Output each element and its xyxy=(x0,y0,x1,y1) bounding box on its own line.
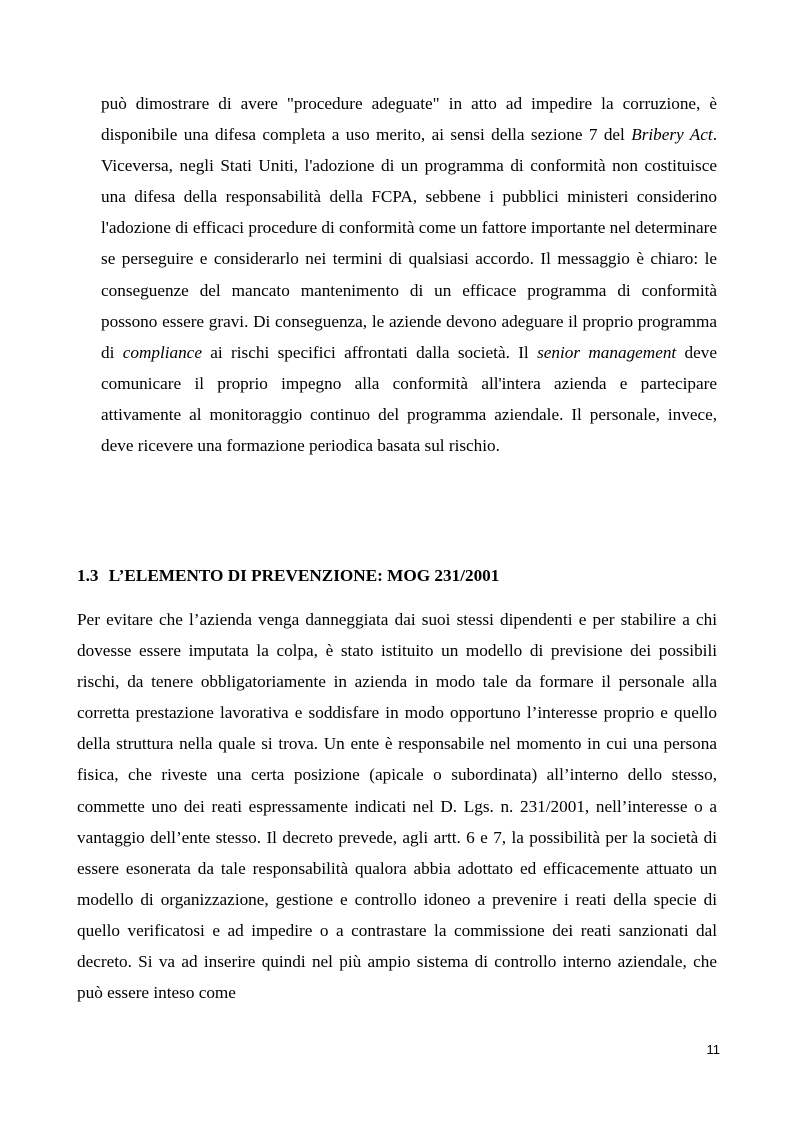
para1-italic-senior-management: senior management xyxy=(537,342,677,362)
section-title: L’ELEMENTO DI PREVENZIONE: MOG 231/2001 xyxy=(108,566,500,585)
para1-text-4: deve comunicare il proprio impegno alla conformità all'intera azienda e partecipare attivamente al monitoraggio continuo del programma aziendale. Il personale, invece, deve ricevere una formazione periodica basata sul rischio. xyxy=(101,342,717,456)
section-number: 1.3 xyxy=(77,566,99,585)
para1-italic-compliance: compliance xyxy=(122,342,202,362)
paragraph-bribery-act xyxy=(101,88,717,461)
para1-text-2: . Viceversa, negli Stati Uniti, l'adozione di un programma di conformità non costituisce una difesa della responsabilità della FCPA, sebbene i pubblici ministeri considerino l'adozione di efficaci procedure di conformità come un fattore importante nel determinare se perseguire e considerarlo nei termini di qualsiasi accordo. Il messaggio è chiaro: le conseguenze del mancato mantenimento di un efficace programma di conformità possono essere gravi. Di conseguenza, le aziende devono adeguare il proprio programma di xyxy=(101,125,718,362)
para1-text-3: ai rischi specifici affrontati dalla società. Il xyxy=(201,342,538,362)
para1-text-1: può dimostrare di avere "procedure adeguate" in atto ad impedire la corruzione, è disponibile una difesa completa a uso merito, ai sensi della sezione 7 del xyxy=(101,94,717,145)
para1-italic-bribery-act: Bribery Act xyxy=(631,125,713,145)
section-heading xyxy=(77,566,499,586)
paragraph-mog-231: Per evitare che l’azienda venga danneggiata dai suoi stessi dipendenti e per stabilire a chi dovesse essere imputata la colpa, è stato istituito un modello di previsione dei possibili rischi, da tenere obbligatoriamente in azienda in modo tale da formare il personale alla corretta prestazione lavorativa e soddisfare in modo opportuno l’interesse proprio e quello della struttura nella quale si trova. Un ente è responsabile nel momento in cui una persona fisica, che riveste una certa posizione (apicale o subordinata) all’interno dello stesso, commette uno dei reati espressamente indicati nel D. Lgs. n. 231/2001, nell’interesse o a vantaggio dell’ente stesso. Il decreto prevede, agli artt. 6 e 7, la possibilità per la società di essere esonerata da tale responsabilità qualora abbia adottato ed efficacemente attuato un modello di organizzazione, gestione e controllo idoneo a prevenire i reati della specie di quello verificatosi e ad impedire o a contrastare la commissione dei reati sanzionati dal decreto. Si va ad inserire quindi nel più ampio sistema di controllo interno aziendale, che può essere inteso come xyxy=(77,610,717,1003)
page-number: 11 xyxy=(706,1042,720,1057)
